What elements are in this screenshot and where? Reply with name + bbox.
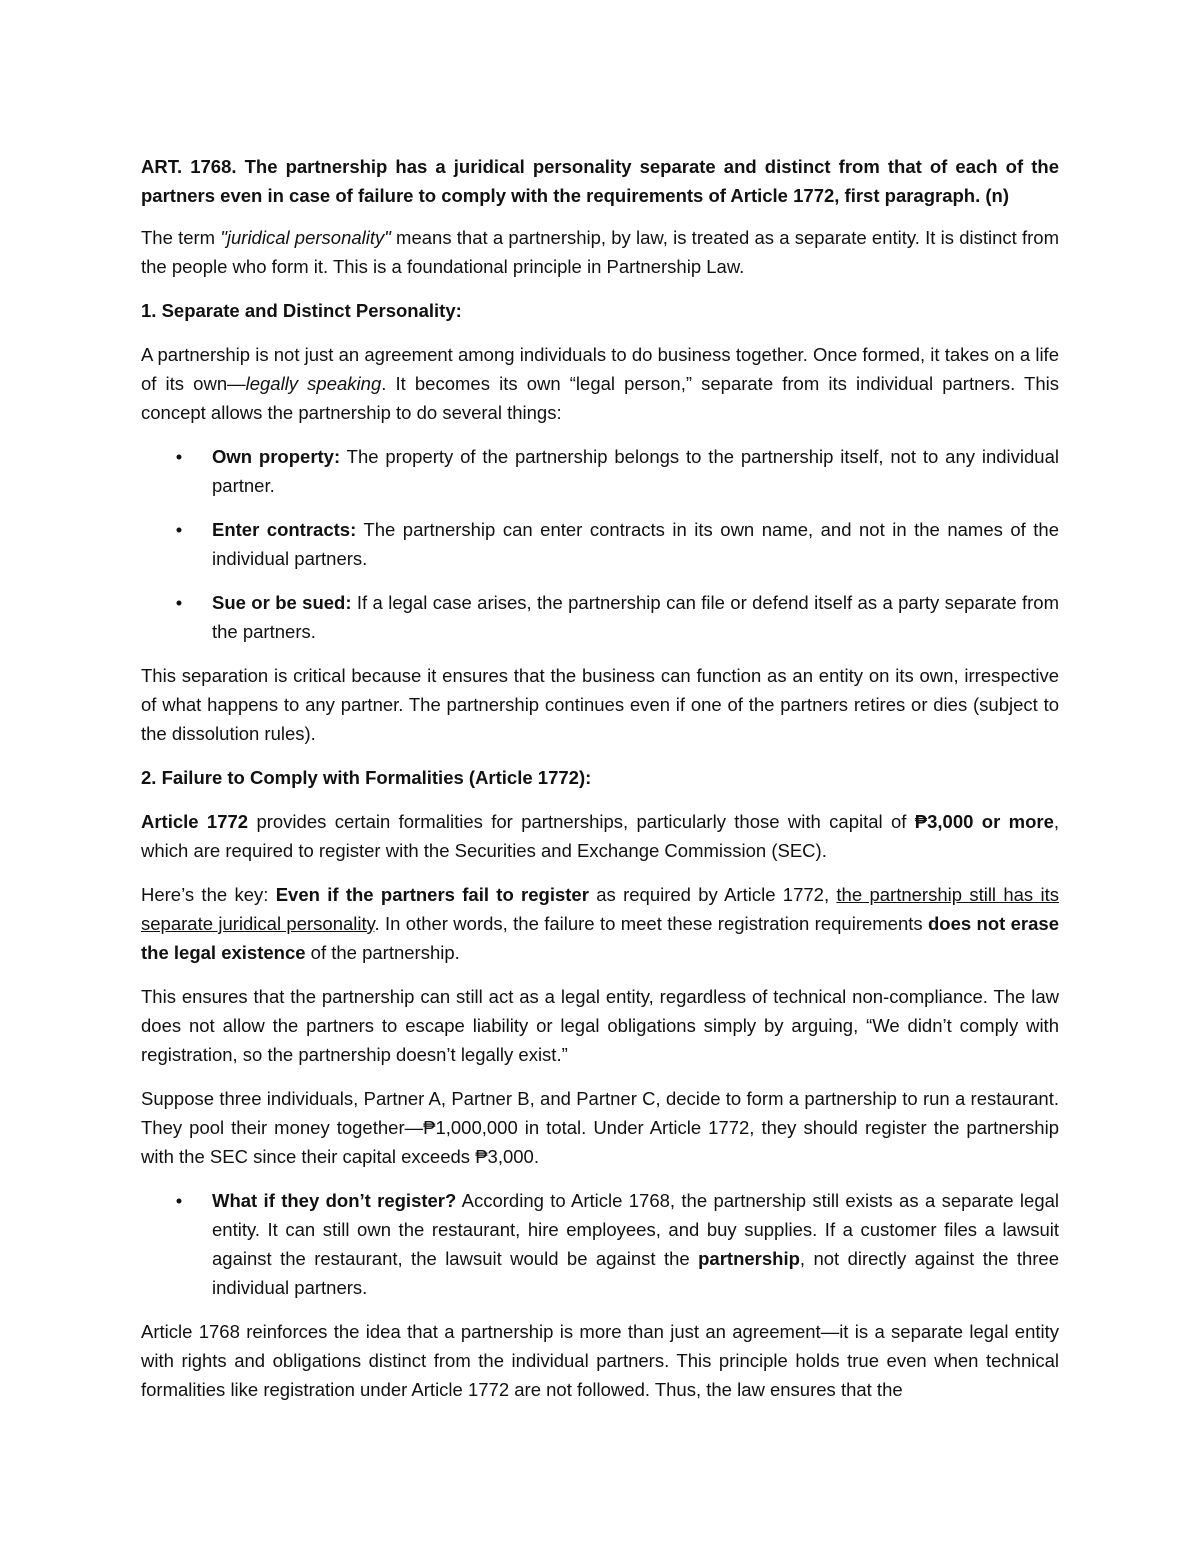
bullet-icon: • (175, 446, 183, 467)
list-item-what-if (141, 1186, 1059, 1302)
section2-p1-bold-a: Article 1772 (141, 811, 249, 832)
bullet-label-what-if: What if they don’t register? (212, 1190, 457, 1211)
section1-paragraph (141, 340, 1059, 427)
bullet-icon: • (175, 1190, 183, 1211)
intro-after-term: means that a partnership, by law, is treated as a separate entity. It is distinct from the people who form it. This is a foundational principle in Partnership Law. (141, 227, 1059, 277)
section2-p1-text-b: , which are required to register with the Securities and Exchange Commission (SEC). (141, 811, 1060, 861)
section2-p2-text-a: Here’s the key: (141, 884, 276, 905)
section1-para-part1: A partnership is not just an agreement among individuals to do business together. Once formed, it takes on a life of its own— (141, 344, 1059, 394)
final-paragraph: Article 1768 reinforces the idea that a partnership is more than just an agreement—it is a separate legal entity with rights and obligations distinct from the individual partners. This principle holds true even when technical formalities like registration under Article 1772 are not followed. Thus, the law ensures that the (141, 1321, 1059, 1400)
bullet-icon: • (175, 592, 183, 613)
bullet-text-sue-or-be-sued: If a legal case arises, the partnership can file or defend itself as a party separate from the partners. (212, 592, 1060, 642)
section2-paragraph-1 (141, 807, 1059, 865)
article-heading-text: ART. 1768. The partnership has a juridical personality separate and distinct from that of each of the partners even in case of failure to comply with the requirements of Article 1772, first paragraph. (n) (141, 156, 1059, 206)
section2-paragraph-2 (141, 880, 1059, 967)
section2-paragraph-3: This ensures that the partnership can still act as a legal entity, regardless of technical non-compliance. The law does not allow the partners to escape liability or legal obligations simply by arguing, “We didn’t comply with registration, so the partnership doesn’t legally exist.” (141, 986, 1059, 1065)
section2-heading-text: 2. Failure to Comply with Formalities (Article 1772): (141, 767, 592, 788)
bullet-text-what-if-b: , not directly against the three individual partners. (212, 1248, 1059, 1298)
section1-para-part2: . It becomes its own “legal person,” separate from its individual partners. This concept allows the partnership to do several things: (141, 373, 1059, 423)
intro-before-term: The term (141, 227, 221, 248)
list-item-enter-contracts (141, 515, 1059, 573)
list-item-sue-or-be-sued (141, 588, 1059, 646)
section2-bullet-list (141, 1186, 1059, 1302)
bullet-bold-partnership: partnership (698, 1248, 800, 1269)
bullet-text-own-property: The property of the partnership belongs to the partnership itself, not to any individual partner. (212, 446, 1059, 496)
bullet-icon: • (175, 519, 183, 540)
bullet-label-sue-or-be-sued: Sue or be sued: (212, 592, 352, 613)
section2-p2-text-b: as required by Article 1772, (588, 884, 837, 905)
section1-bullet-list (141, 442, 1059, 646)
section2-paragraph-4: Suppose three individuals, Partner A, Partner B, and Partner C, decide to form a partnership to run a restaurant. They pool their money together—₱1,000,000 in total. Under Article 1772, they should register the partnership with the SEC since their capital exceeds ₱3,000. (141, 1088, 1059, 1167)
section1-heading-text: 1. Separate and Distinct Personality: (141, 300, 462, 321)
bullet-label-enter-contracts: Enter contracts: (212, 519, 357, 540)
bullet-text-what-if-a: According to Article 1768, the partnership still exists as a separate legal entity. It can still own the restaurant, hire employees, and buy supplies. If a customer files a lawsuit against the restaurant, the lawsuit would be against the (212, 1190, 1060, 1269)
bullet-text-enter-contracts: The partnership can enter contracts in its own name, and not in the names of the individual partners. (212, 519, 1059, 569)
section1-heading (141, 296, 1059, 325)
section2-p1-text-a: provides certain formalities for partnerships, particularly those with capital of (248, 811, 915, 832)
article-heading (141, 152, 1059, 210)
section2-p1-bold-b: ₱3,000 or more (914, 811, 1054, 832)
section2-p2-underline: the partnership still has its separate juridical personality (141, 884, 1059, 934)
bullet-label-own-property: Own property: (212, 446, 341, 467)
section2-p2-bold-b: does not erase the legal existence (141, 913, 1059, 963)
section2-p2-text-d: of the partnership. (305, 942, 460, 963)
intro-paragraph (141, 223, 1059, 281)
list-item-own-property (141, 442, 1059, 500)
section2-heading (141, 763, 1059, 792)
intro-term: "juridical personality" (220, 227, 391, 248)
section1-para-italic: legally speaking (245, 373, 382, 394)
section2-p2-text-c: . In other words, the failure to meet these registration requirements (374, 913, 928, 934)
document-page (141, 152, 1059, 1419)
section2-p2-bold-a: Even if the partners fail to register (275, 884, 589, 905)
section1-closing-paragraph: This separation is critical because it ensures that the business can function as an entity on its own, irrespective of what happens to any partner. The partnership continues even if one of the partners retires or dies (subject to the dissolution rules). (141, 665, 1059, 744)
